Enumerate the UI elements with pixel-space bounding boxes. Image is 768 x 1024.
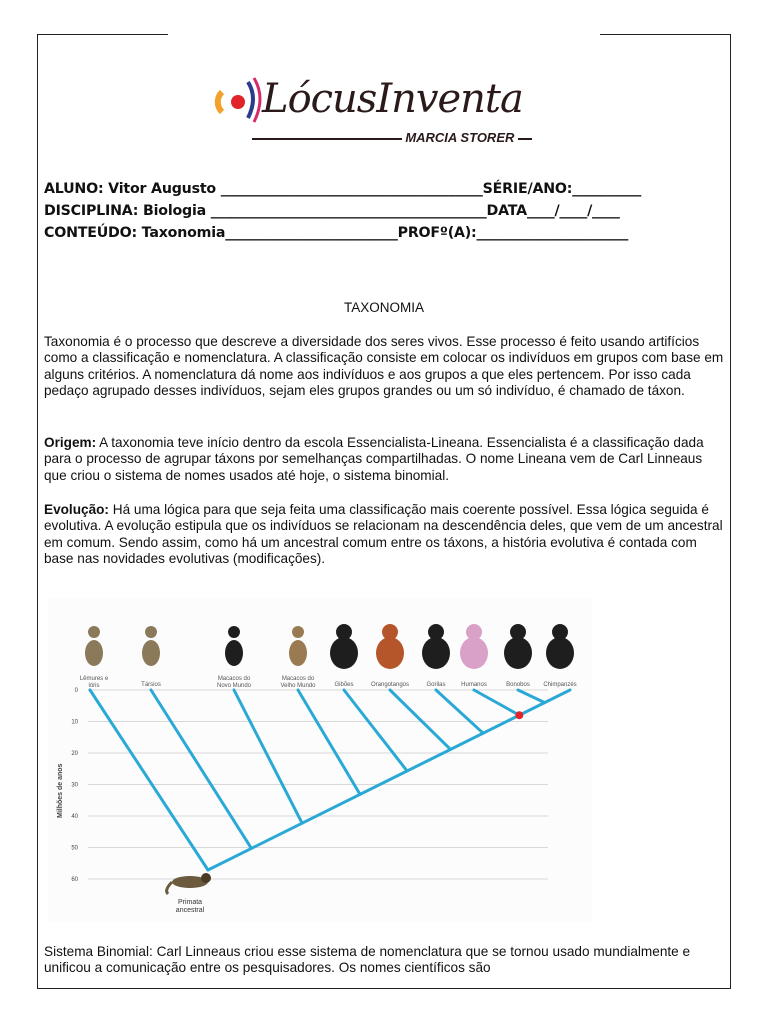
- axis-label: Milhões de anos: [57, 763, 64, 818]
- tick-60: 60: [71, 877, 78, 883]
- animal-head-9: [552, 624, 568, 640]
- animal-body-1: [142, 640, 160, 666]
- animal-head-6: [428, 624, 444, 640]
- taxon-label-7: Humanos: [461, 682, 487, 688]
- animal-body-8: [504, 637, 532, 669]
- tick-40: 40: [71, 814, 78, 820]
- animal-head-7: [466, 624, 482, 640]
- animal-head-1: [145, 626, 157, 638]
- taxon-label-2: Macacos do: [217, 676, 251, 682]
- animal-body-4: [330, 637, 358, 669]
- animal-body-9: [546, 637, 574, 669]
- animal-head-8: [510, 624, 526, 640]
- tagline-text: MARCIA STORER: [405, 130, 515, 145]
- animal-head-2: [228, 626, 240, 638]
- tick-30: 30: [71, 782, 78, 789]
- tick-50: 50: [71, 845, 78, 852]
- phylogeny-figure: [48, 598, 592, 922]
- content-line[interactable]: CONTEÚDO: Taxonomia_________________________PROFº(A):______________________: [44, 225, 629, 241]
- discipline-line[interactable]: DISCIPLINA: Biologia ________________________________________DATA____/____/____: [44, 203, 620, 219]
- animal-head-0: [88, 626, 100, 638]
- brand-name: LócusInventa: [262, 76, 523, 122]
- intro-paragraph: Taxonomia é o processo que descreve a diversidade dos seres vivos. Esse processo é feito usando artifícios como a classificação e nomenclatura. A classificação consiste em colocar os indivíduos em grupos com base em alguns critérios. A nomenclatura dá nome aos indivíduos e aos grupos a que eles pertencem. Por isso cada pedaço agrupado desses indivíduos, sejam eles grupos grandes ou um só indivíduo, é chamado de táxon.: [44, 334, 724, 399]
- taxon-label-3: Macacos do: [281, 676, 315, 682]
- evolucao-label: Evolução:: [44, 502, 109, 517]
- ancestor-label-2: ancestral: [175, 907, 205, 914]
- animal-body-0: [85, 640, 103, 666]
- page-title: TAXONOMIA: [343, 300, 424, 315]
- taxon-label-8: Bonobos: [506, 682, 530, 688]
- taxon-label-0-b: lóris: [88, 683, 100, 689]
- taxon-label-4: Gibões: [334, 682, 354, 688]
- origem-label: Origem:: [44, 435, 97, 450]
- taxon-label-0: Lêmures e: [79, 676, 109, 682]
- animal-head-5: [382, 624, 398, 640]
- frame-gap-left: [168, 32, 600, 38]
- taxon-label-6: Gorilas: [426, 682, 446, 688]
- origem-text: A taxonomia teve início dentro da escola Essencialista-Lineana. Essencialista é a classificação dada para o processo de agrupar táxons por semelhanças compartilhadas. O nome Lineana vem de Carl Linneaus que criou o sistema de nomes usados até hoje, o sistema binomial.: [44, 435, 704, 483]
- animal-body-6: [422, 637, 450, 669]
- binomial-paragraph: Sistema Binomial: Carl Linneaus criou esse sistema de nomenclatura que se tornou usado mundialmente e unificou a comunicação entre os pesquisadores. Os nomes científicos são: [44, 944, 691, 976]
- taxon-label-2-b: Novo Mundo: [216, 683, 252, 689]
- evolucao-paragraph: [44, 502, 728, 568]
- origem-paragraph: [44, 435, 728, 484]
- evolucao-text: Há uma lógica para que seja feita uma classificação mais coerente possível. Essa lógica seguida é evolutiva. A evolução estipula que os indivíduos se relacionam na descendência deles, que vem de um ancestral em comum. Sendo assim, como há um ancestral comum entre os táxons, a história evolutiva é contada com base nas novidades evolutivas (modificações).: [44, 502, 723, 567]
- taxon-label-3-b: Velho Mundo: [280, 683, 316, 689]
- tick-20: 20: [71, 751, 78, 757]
- animal-head-4: [336, 624, 352, 640]
- animal-head-3: [292, 626, 304, 638]
- taxon-label-1: Társios: [141, 682, 161, 688]
- ancestor-label-1: Primata: [177, 899, 203, 906]
- animal-body-2: [225, 640, 243, 666]
- tick-10: 10: [71, 719, 78, 726]
- taxon-label-9: Chimpanzés: [543, 682, 577, 688]
- animal-body-3: [289, 640, 307, 666]
- tick-0: 0: [74, 688, 78, 694]
- human-chimp-node: [515, 711, 523, 719]
- student-line[interactable]: ALUNO: Vitor Augusto ______________________________________SÉRIE/ANO:__________: [44, 181, 642, 197]
- taxon-label-5: Orangotangos: [370, 682, 410, 688]
- animal-body-7: [460, 637, 488, 669]
- brand-tagline: [220, 130, 532, 145]
- animal-body-5: [376, 637, 404, 669]
